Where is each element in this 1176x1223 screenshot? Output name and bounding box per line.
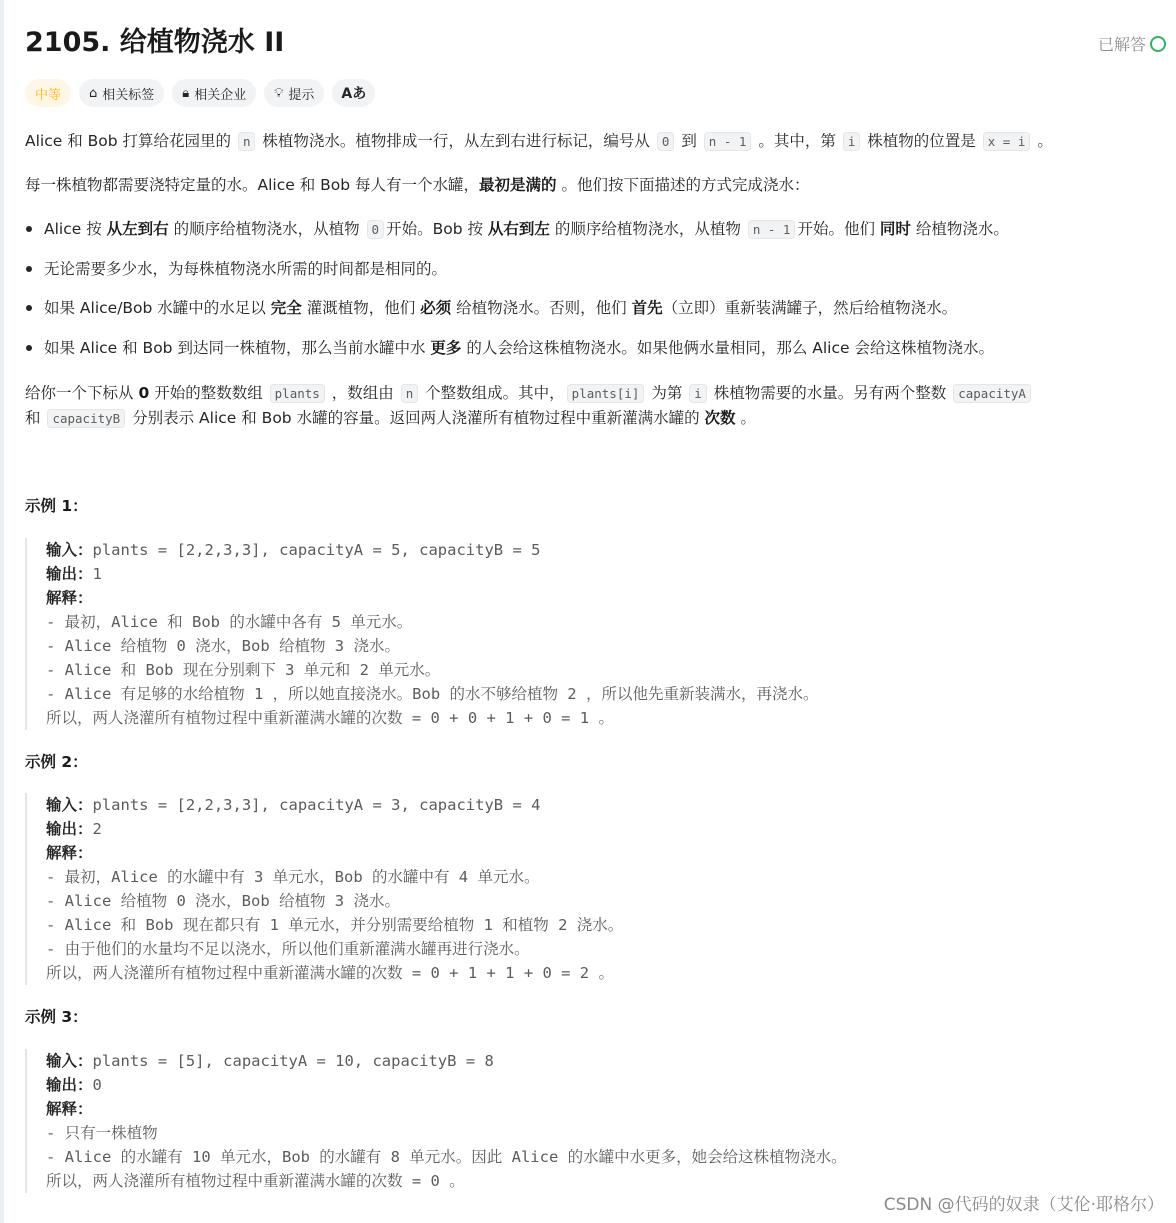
explain-line: - Alice 和 Bob 现在分别剩下 3 单元和 2 单元水。 [46,661,441,679]
explain-line: - 最初，Alice 的水罐中有 3 单元水，Bob 的水罐中有 4 单元水。 [46,868,540,886]
explain-line: - 只有一株植物 [46,1124,158,1142]
rules-list [25,216,1009,374]
explain-label: 解释： [46,844,93,862]
tag-icon: ⌂ [89,85,98,101]
text: Alice 按 [44,220,102,238]
explain-line: 所以，两人浇灌所有植物过程中重新灌满水罐的次数 = 0 + 1 + 1 + 0 = 2 。 [46,964,614,982]
explain-line: - Alice 给植物 0 浇水，Bob 给植物 3 浇水。 [46,637,400,655]
explain-line: 所以，两人浇灌所有植物过程中重新灌满水罐的次数 = 0 。 [46,1172,465,1190]
inline-code: n - 1 [748,220,796,239]
inline-code: i [843,132,861,151]
lock-icon: 🔒︎ [182,85,190,101]
translate-button[interactable] [332,79,375,107]
text: 灌溉植物，他们 [306,299,416,317]
text: 如果 Alice/Bob 水罐中的水足以 [44,299,266,317]
text: 。其中，第 [758,132,836,150]
text: 开始的整数数组 [154,384,263,402]
text: ，数组由 [331,384,394,402]
desc-paragraph-3-cont [25,405,756,432]
example-1-title: 示例 1： [25,497,88,515]
text: 开始。Bob 按 [386,220,483,238]
text: 和 [25,409,41,427]
translate-icon: Aあ [341,86,367,102]
text: 给植物浇水。 [915,220,1009,238]
input-label: 输入： [46,1052,93,1070]
bold-text: 最初是满的 [479,176,557,194]
rule-item [25,256,1009,296]
companies-tag-button[interactable] [172,79,256,107]
text: 为第 [651,384,683,402]
input-label: 输入： [46,541,93,559]
text: （立即）重新装满罐子，然后给植物浇水。 [662,299,958,317]
input-label: 输入： [46,796,93,814]
explain-label: 解释： [46,589,93,607]
inline-code: x = i [983,132,1031,151]
desc-paragraph-3 [25,380,1033,407]
example-input: plants = [5], capacityA = 10, capacityB = 8 [92,1052,494,1070]
text: 株植物的位置是 [867,132,976,150]
inline-code: n [401,384,419,403]
text: 如果 Alice 和 Bob 到达同一株植物，那么当前水罐中水 [44,338,426,357]
text: 给你一个下标从 [25,384,134,402]
explain-label: 解释： [46,1100,93,1118]
bold-text: 必须 [420,299,452,317]
explain-line: - Alice 有足够的水给植物 1 ，所以她直接浇水。Bob 的水不够给植物 2 ，所以他先重新装满水，再浇水。 [46,685,819,703]
inline-code: 0 [367,220,385,239]
bold-text: 首先 [631,299,663,317]
text: 分别表示 Alice 和 Bob 水罐的容量。返回两人浇灌所有植物过程中重新灌满水罐的 [132,409,700,427]
explain-line: 所以，两人浇灌所有植物过程中重新灌满水罐的次数 = 0 + 0 + 1 + 0 = 1 。 [46,709,614,727]
example-3-title: 示例 3： [25,1008,88,1026]
title-row [25,24,1176,64]
topics-tag-label: 相关标签 [102,87,155,103]
text: 。他们按下面描述的方式完成浇水： [561,176,810,194]
output-label: 输出： [46,565,93,583]
desc-paragraph-1 [25,128,1053,155]
explain-line: - 由于他们的水量均不足以浇水，所以他们重新灌满水罐再进行浇水。 [46,940,530,958]
text: 的顺序给植物浇水，从植物 [554,220,741,238]
bold-text: 更多 [430,338,462,357]
inline-code: plants [270,384,325,403]
tag-bar [25,79,375,107]
example-output: 2 [92,820,102,838]
text: 的顺序给植物浇水，从植物 [173,220,360,238]
explain-line: - 最初，Alice 和 Bob 的水罐中各有 5 单元水。 [46,613,413,631]
example-3-block [25,1049,847,1193]
inline-code: n - 1 [704,132,752,151]
text: 给植物浇水。否则，他们 [456,299,627,317]
example-input: plants = [2,2,3,3], capacityA = 5, capacityB = 5 [92,541,541,559]
explain-line: - Alice 和 Bob 现在都只有 1 单元水，并分别需要给植物 1 和植物 2 浇水。 [46,916,624,934]
hint-label: 提示 [288,87,315,103]
left-scroll-rail [0,0,4,1223]
solved-status [1098,32,1166,55]
inline-code: capacityB [47,409,125,428]
csdn-watermark: CSDN @代码的奴隶（艾伦·耶格尔） [883,1195,1164,1215]
text: 株植物浇水。植物排成一行，从左到右进行标记，编号从 [262,132,650,150]
bold-text: 0 [138,384,150,402]
explain-line: - Alice 给植物 0 浇水，Bob 给植物 3 浇水。 [46,892,400,910]
text: Alice 和 Bob 打算给花园里的 [25,132,232,150]
text: 开始。他们 [797,220,875,238]
example-output: 0 [92,1076,102,1094]
text: 株植物需要的水量。另有两个整数 [713,384,947,402]
text: 每一株植物都需要浇特定量的水。Alice 和 Bob 每人有一个水罐， [25,176,480,194]
check-circle-icon [1150,36,1166,52]
example-1-block [25,538,818,730]
inline-code: 0 [657,132,675,151]
example-2-block [25,793,623,985]
text: 。 [1037,132,1053,150]
output-label: 输出： [46,820,93,838]
example-input: plants = [2,2,3,3], capacityA = 3, capacityB = 4 [92,796,541,814]
inline-code: n [238,132,256,151]
text: 的人会给这株植物浇水。如果他俩水量相同，那么 Alice 会给这株植物浇水。 [466,338,994,357]
bold-text: 从右到左 [487,220,550,238]
text: 个整数组成。其中， [425,384,565,402]
bold-text: 次数 [704,409,736,427]
bold-text: 完全 [270,299,302,317]
inline-code: i [689,384,707,403]
topics-tag-button[interactable] [79,79,164,107]
explain-line: - Alice 的水罐有 10 单元水，Bob 的水罐有 8 单元水。因此 Alice 的水罐中水更多，她会给这株植物浇水。 [46,1148,847,1166]
text: 到 [681,132,697,150]
text: 。 [740,409,756,427]
lightbulb-icon: 💡︎ [274,85,284,101]
solved-label: 已解答 [1097,35,1146,54]
output-label: 输出： [46,1076,93,1094]
text: 无论需要多少水，为每株植物浇水所需的时间都是相同的。 [44,259,448,278]
companies-tag-label: 相关企业 [194,87,247,103]
desc-paragraph-2 [25,172,809,198]
rule-item [25,216,1009,256]
inline-code: plants[i] [567,384,645,403]
rule-item [25,335,1009,375]
bold-text: 同时 [879,220,911,238]
problem-title: 2105. 给植物浇水 II [25,27,285,58]
difficulty-badge: 中等 [25,79,71,107]
hint-button[interactable] [264,79,324,107]
example-2-title: 示例 2： [25,753,88,771]
inline-code: capacityA [953,384,1031,403]
bold-text: 从左到右 [106,220,169,238]
example-output: 1 [92,565,102,583]
rule-item [25,295,1009,335]
